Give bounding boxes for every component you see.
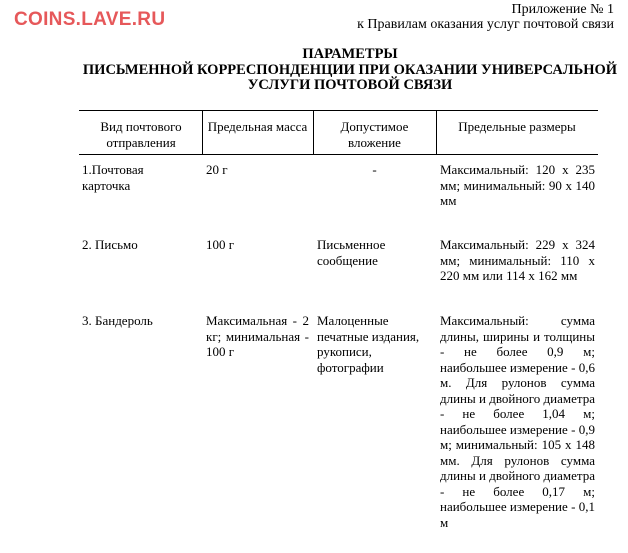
header-cell-size: Предельные размеры (458, 119, 576, 134)
table-top-border (79, 110, 598, 111)
row-2-content: Письменное сообщение (317, 237, 386, 268)
document-title (40, 47, 628, 94)
watermark: COINS.LAVE.RU (14, 9, 166, 30)
row-3-size: Максимальный: сумма длины, ширины и толщины - не более 0,9 м; наибольшее измерение - 0,6 м. Для рулонов сумма длины и двойного диаметра - не более 1,04 м; наибольшее измерение - 0,9 м; минимальный: 105 x 148 мм. Для рулонов сумма длины и двойного диаметра - не более 0,17 м; наибольшее измерение - 0,1 м (440, 313, 595, 530)
row-2-mass: 100 г (206, 237, 235, 252)
appendix-line-1: Приложение № 1 (511, 2, 614, 17)
header-divider-1 (202, 110, 203, 155)
row-2-type: 2. Письмо (82, 237, 138, 252)
header-bottom-border (79, 154, 598, 155)
header-cell-type: Вид почтового отправления (100, 119, 182, 150)
header-cell-content: Допустимое вложение (340, 119, 409, 150)
appendix-line-2: к Правилам оказания услуг почтовой связи (357, 17, 614, 32)
row-1-mass: 20 г (206, 162, 228, 177)
row-2-size: Максимальный: 229 x 324 мм; минимальный: 110 x 220 мм или 114 x 162 мм (440, 237, 595, 283)
row-3-type: 3. Бандероль (82, 313, 153, 328)
header-cell-mass: Предельная масса (207, 119, 308, 134)
row-1-type: 1.Почтовая карточка (82, 162, 144, 193)
row-3-mass: Максимальная - 2 кг; минимальная - 100 г (206, 313, 309, 359)
title-line-1: ПАРАМЕТРЫ (302, 46, 398, 62)
title-line-3: УСЛУГИ ПОЧТОВОЙ СВЯЗИ (247, 77, 453, 93)
title-line-2: ПИСЬМЕННОЙ КОРРЕСПОНДЕНЦИИ ПРИ ОКАЗАНИИ УНИВЕРСАЛЬНОЙ (82, 61, 618, 78)
row-1-size: Максимальный: 120 x 235 мм; минимальный: 90 x 140 мм (440, 162, 595, 208)
header-divider-3 (436, 110, 437, 155)
row-1-content: - (372, 162, 377, 177)
header-divider-2 (313, 110, 314, 155)
appendix-note (357, 2, 614, 32)
row-3-content: Малоценные печатные издания, рукописи, фотографии (317, 313, 420, 375)
